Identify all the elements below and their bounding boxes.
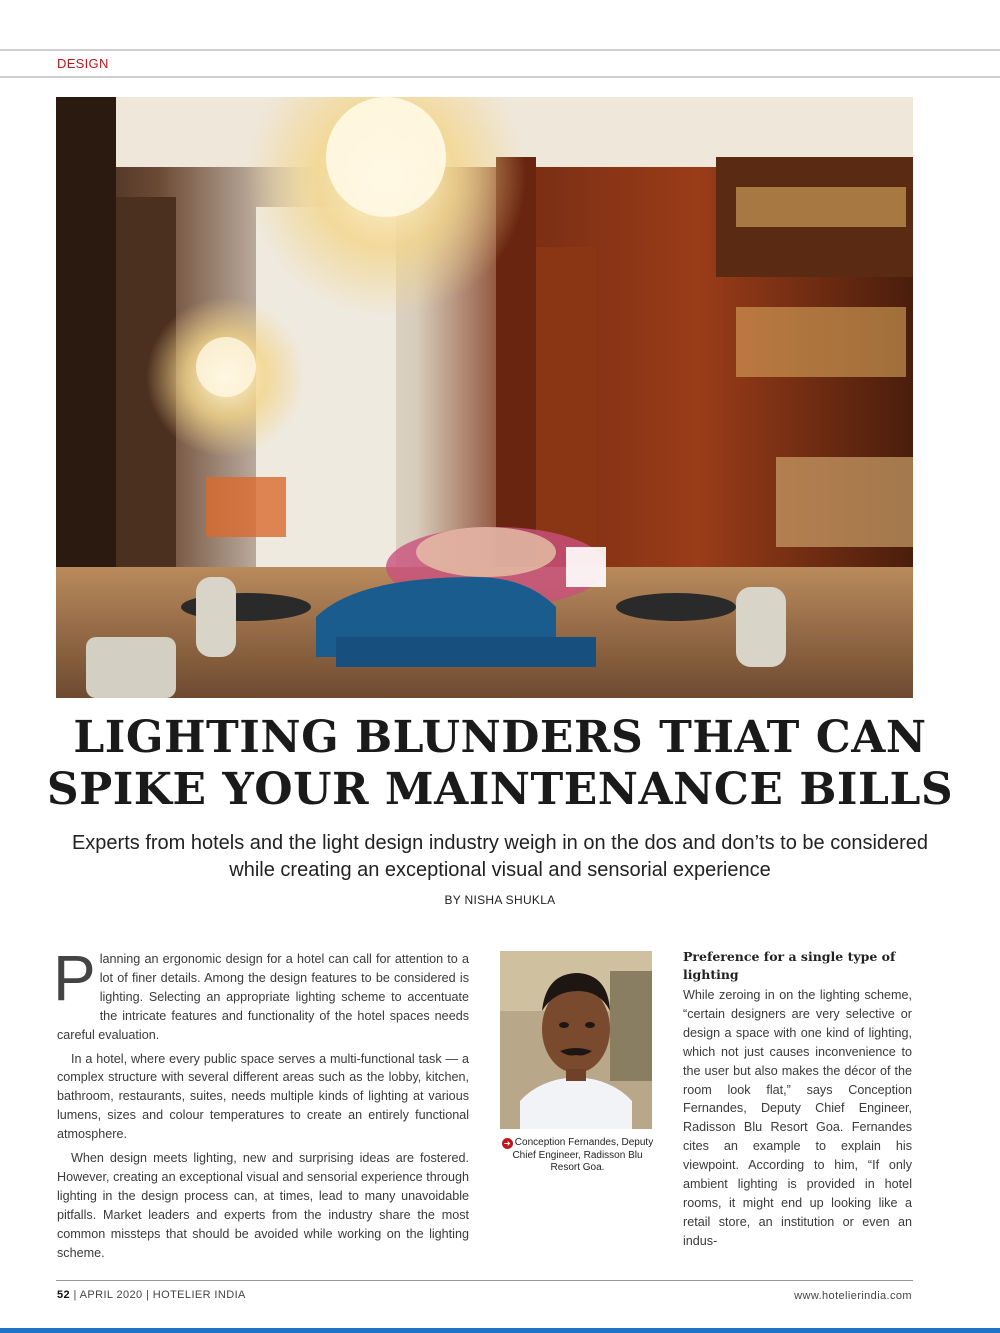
section-subheading: Preference for a single type of lighting (683, 949, 896, 982)
page-number: 52 (57, 1289, 71, 1301)
paragraph-1 (53, 942, 469, 1045)
paragraph-4: While zeroing in on the lighting scheme, “certain designers are very selective or design a space with one kind of lighting, which not just causes inconvenience to the user but also makes the décor of the room look flat,” says Conception Fernandes, Deputy Chief Engineer, Radisson Blu Resort Goa. Fernandes cites an example to explain his viewpoint. According to him, “If only ambient lighting is provided in hotel rooms, it might end up looking like a retail store, an institution or even an indus- (683, 988, 912, 1248)
paragraph-1-text: lanning an ergonomic design for a hotel can call for attention to a lot of finer details. Among the design features to be considered is lighting. Selecting an appropriate lighting scheme to accentuate the intricate features and functionality of the hotel spaces needs careful evaluation. (57, 952, 469, 1042)
section-label: DESIGN (57, 56, 109, 71)
headline-line-2: SPIKE YOUR MAINTENANCE BILLS (46, 764, 954, 815)
hero-image (56, 97, 913, 698)
photo-caption (500, 1137, 655, 1175)
right-column (683, 948, 912, 1251)
person-portrait (500, 951, 652, 1129)
footer-rule (56, 1280, 913, 1281)
issue-date: APRIL 2020 (79, 1289, 143, 1301)
footer-separator-1: | (73, 1289, 77, 1301)
photo-caption-text: Conception Fernandes, Deputy Chief Engineer, Radisson Blu Resort Goa. (512, 1137, 654, 1173)
dropcap: P (53, 942, 96, 1014)
bottom-color-bar (0, 1328, 1000, 1333)
footer-separator-2: | (146, 1289, 150, 1301)
lobby-photo (56, 97, 913, 698)
section-rule (0, 76, 1000, 78)
paragraph-2: In a hotel, where every public space serves a multi-functional task — a complex structure with several different areas such as the lobby, kitchen, bathroom, restaurants, suites, needs multiple kinds of lighting at various lumens, sizes and colour temperatures to create an entirely functional atmosphere. (57, 1051, 469, 1142)
headline-line-1: LIGHTING BLUNDERS THAT CAN (73, 712, 927, 763)
footer-folio (57, 1289, 246, 1301)
top-rule (0, 49, 1000, 51)
paragraph-3: When design meets lighting, new and surprising ideas are fostered. However, creating an exceptional visual and sensorial experience through lighting in the design process can, at times, lead to many unavoidable pitfalls. Market leaders and experts from the industry share the most common missteps that should be avoided while working on the lighting scheme. (57, 1151, 469, 1260)
byline: BY NISHA SHUKLA (444, 893, 556, 907)
arrow-icon: ➜ (502, 1138, 513, 1149)
left-column (53, 942, 469, 1263)
article-subhead: Experts from hotels and the light design industry weigh in on the dos and don’ts to be considered while creating an exceptional visual and sensorial experience (71, 832, 929, 881)
magazine-name: HOTELIER INDIA (152, 1289, 246, 1301)
portrait-photo (500, 951, 652, 1129)
article-headline (40, 712, 960, 816)
website-url: www.hotelierindia.com (794, 1290, 912, 1302)
